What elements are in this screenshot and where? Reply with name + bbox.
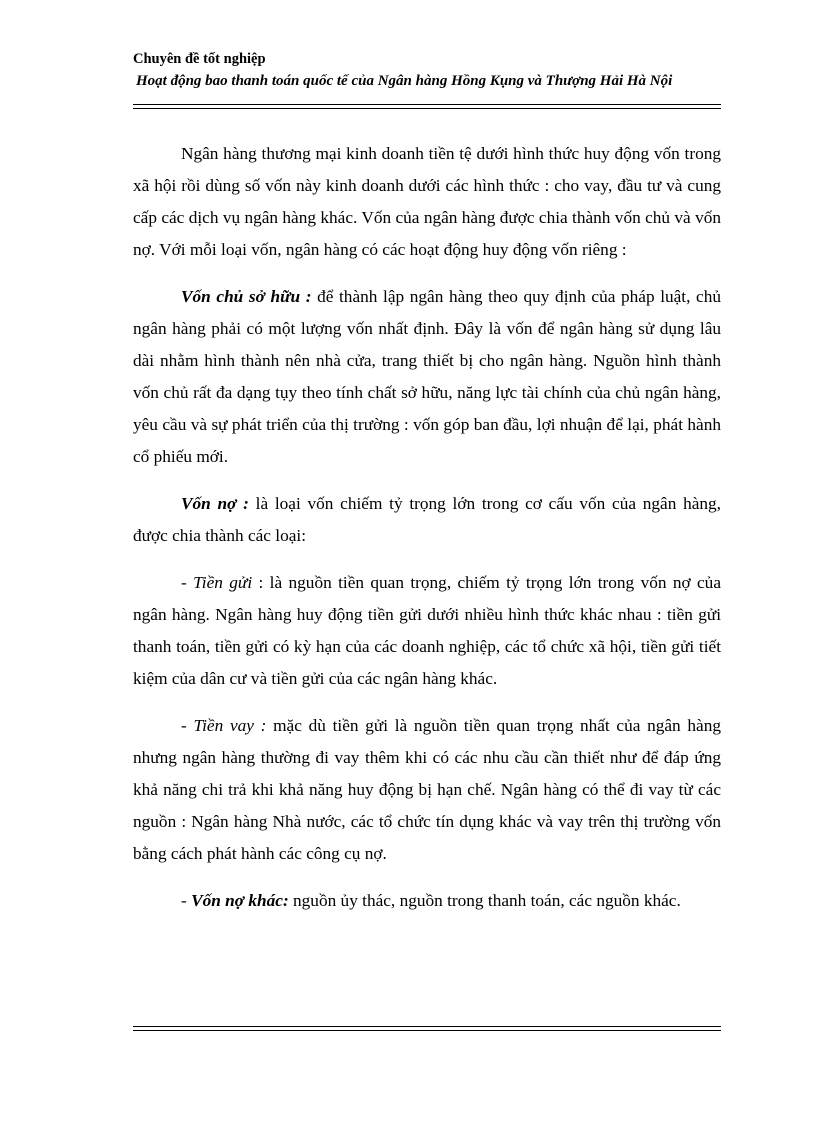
header-thesis-label: Chuyên đề tốt nghiệp [133, 51, 266, 67]
term-debt: Vốn nợ : [181, 494, 249, 513]
paragraph-equity [133, 281, 721, 473]
paragraph-other-debt [133, 885, 721, 917]
term-loans: Tiền vay : [193, 716, 267, 735]
term-other-debt: Vốn nợ khác: [191, 891, 289, 910]
header-divider [133, 104, 721, 109]
term-equity: Vốn chủ sở hữu : [181, 287, 312, 306]
paragraph-intro [133, 138, 721, 266]
paragraph-debt [133, 488, 721, 552]
list-dash: - [181, 716, 194, 735]
paragraph-loans-text: mặc dù tiền gửi là nguồn tiền quan trọng nhất của ngân hàng nhưng ngân hàng thường đi vay thêm khi có các nhu cầu cần thiết như để đáp ứng khả năng chi trả khi khả năng huy động bị hạn chế. Ngân hàng có thể đi vay từ các nguồn : Ngân hàng Nhà nước, các tổ chức tín dụng khác và vay trên thị trường vốn bằng cách phát hành các công cụ nợ. [133, 716, 721, 863]
paragraph-loans [133, 710, 721, 870]
paragraph-intro-text: Ngân hàng thương mại kinh doanh tiền tệ dưới hình thức huy động vốn trong xã hội rồi dùng số vốn này kinh doanh dưới các hình thức : cho vay, đầu tư và cung cấp các dịch vụ ngân hàng khác. Vốn của ngân hàng được chia thành vốn chủ và vốn nợ. Với mỗi loại vốn, ngân hàng có các hoạt động huy động vốn riêng : [133, 144, 721, 259]
body-text [133, 138, 721, 932]
paragraph-debt-text: là loại vốn chiếm tỷ trọng lớn trong cơ cấu vốn của ngân hàng, được chia thành các loại: [133, 494, 721, 545]
list-dash: - [181, 891, 192, 910]
paragraph-deposits [133, 567, 721, 695]
list-dash: - [181, 573, 194, 592]
paragraph-other-debt-text: nguồn ủy thác, nguồn trong thanh toán, các nguồn khác. [288, 891, 681, 910]
paragraph-equity-text: để thành lập ngân hàng theo quy định của pháp luật, chủ ngân hàng phải có một lượng vốn nhất định. Đây là vốn để ngân hàng sử dụng lâu dài nhằm hình thành nên nhà cửa, trang thiết bị cho ngân hàng. Nguồn hình thành vốn chủ rất đa dạng tụy theo tính chất sở hữu, năng lực tài chính của chủ ngân hàng, yêu cầu và sự phát triển của thị trường : vốn góp ban đầu, lợi nhuận để lại, phát hành cổ phiếu mới. [133, 287, 721, 466]
footer-divider [133, 1026, 721, 1031]
header-thesis-title: Hoạt động bao thanh toán quốc tế của Ngân hàng Hồng Kụng và Thượng Hải Hà Nội [136, 73, 673, 89]
term-deposits: Tiền gửi [193, 573, 253, 592]
page-header [133, 50, 723, 91]
paragraph-deposits-text: : là nguồn tiền quan trọng, chiếm tỷ trọng lớn trong vốn nợ của ngân hàng. Ngân hàng huy động tiền gửi dưới nhiều hình thức khác nhau : tiền gửi thanh toán, tiền gửi có kỳ hạn của các doanh nghiệp, các tổ chức xã hội, tiền gửi tiết kiệm của dân cư và tiền gửi của các ngân hàng khác. [133, 573, 721, 688]
